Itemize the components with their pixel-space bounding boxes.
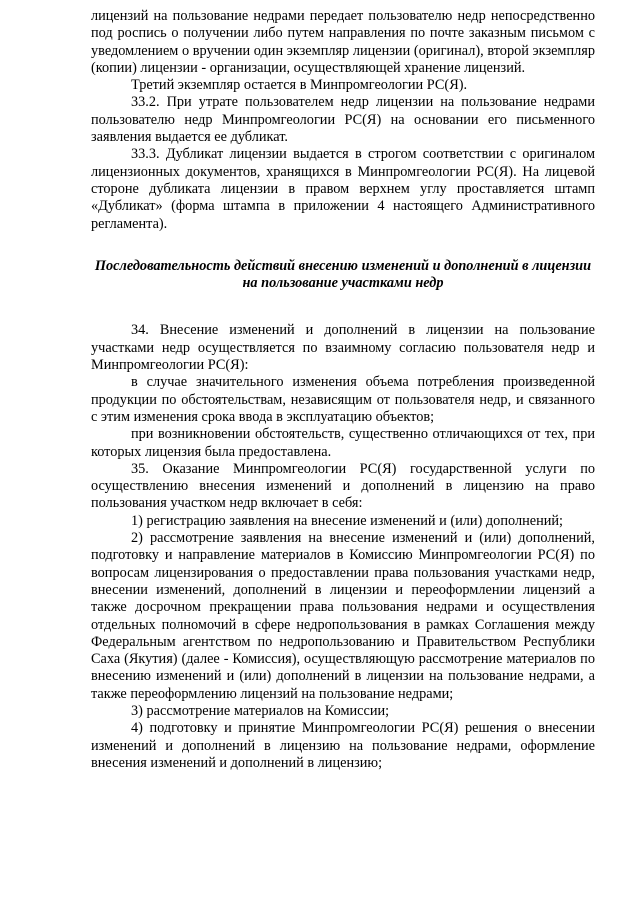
paragraph-third-copy: Третий экземпляр остается в Минпромгеологии РС(Я). <box>131 77 468 94</box>
paragraph-35: 35. Оказание Минпромгеологии РС(Я) государственной услуги по осуществлению внесения изменений и дополнений в лицензию на право пользования участком недр включает в себя: <box>91 460 595 512</box>
paragraph-34: 34. Внесение изменений и дополнений в лицензии на пользование участками недр осуществляется по взаимному согласию пользователя недр и Минпромгеологии РС(Я): <box>91 322 595 374</box>
paragraph-33-3: 33.3. Дубликат лицензии выдается в строгом соответствии с оригиналом лицензионных документов, хранящихся в Минпромгеологии РС(Я). На лицевой стороне дубликата лицензии в правом верхнем углу проставляется штамп «Дубликат» (форма штампа в приложении 4 настоящего Административного регламента). <box>91 146 595 232</box>
paragraph-case-circumstances: при возникновении обстоятельств, существенно отличающихся от тех, при которых лицензия была предоставлена. <box>91 426 595 460</box>
list-item-2: 2) рассмотрение заявления на внесение изменений и (или) дополнений, подготовку и направление материалов в Комиссию Минпромгеологии РС(Я) по вопросам лицензирования о предоставлении права пользования участками недр, внесении изменений, дополнений в лицензии и переоформлении лицензий а также досрочном прекращении права пользования недрами и осуществления отдельных полномочий в сфере недропользования в рамках Соглашения между Федеральным агентством по недропользованию и Правительством Республики Саха (Якутия) (далее - Комиссия), осуществляющую рассмотрение материалов по внесению изменений и (или) дополнений в лицензии на пользование недрами, а также переоформлению лицензий на пользование недрами; <box>91 530 595 702</box>
spacer <box>91 233 595 258</box>
list-item-3: 3) рассмотрение материалов на Комиссии; <box>131 702 390 719</box>
paragraph-case-volume-change: в случае значительного изменения объема потребления произведенной продукции по обстоятельствам, независящим от пользователя недр, и связанного с этим изменения срока ввода в эксплуатацию объектов; <box>91 374 595 425</box>
section-heading: Последовательность действий внесению изменений и дополнений в лицензии на пользование участками недр <box>94 257 592 292</box>
spacer <box>91 292 595 322</box>
paragraph-license-transfer: лицензий на пользование недрами передает пользователю недр непосредственно под роспись о получении либо путем направления по почте заказным письмом с уведомлением о вручении один экземпляр лицензии (оригинал), второй экземпляр (копии) лицензии - организации, осуществляющей хранение лицензий. <box>91 8 595 76</box>
document-body <box>91 8 595 772</box>
list-item-4: 4) подготовку и принятие Минпромгеологии РС(Я) решения о внесении изменений и дополнений в лицензию на пользование недрами, оформление внесения изменений и дополнений в лицензию; <box>91 720 595 771</box>
paragraph-33-2: 33.2. При утрате пользователем недр лицензии на пользование недрами пользователю недр Минпромгеологии РС(Я) на основании его письменного заявления выдается ее дубликат. <box>91 94 595 146</box>
list-item-1: 1) регистрацию заявления на внесение изменений и (или) дополнений; <box>131 512 563 529</box>
